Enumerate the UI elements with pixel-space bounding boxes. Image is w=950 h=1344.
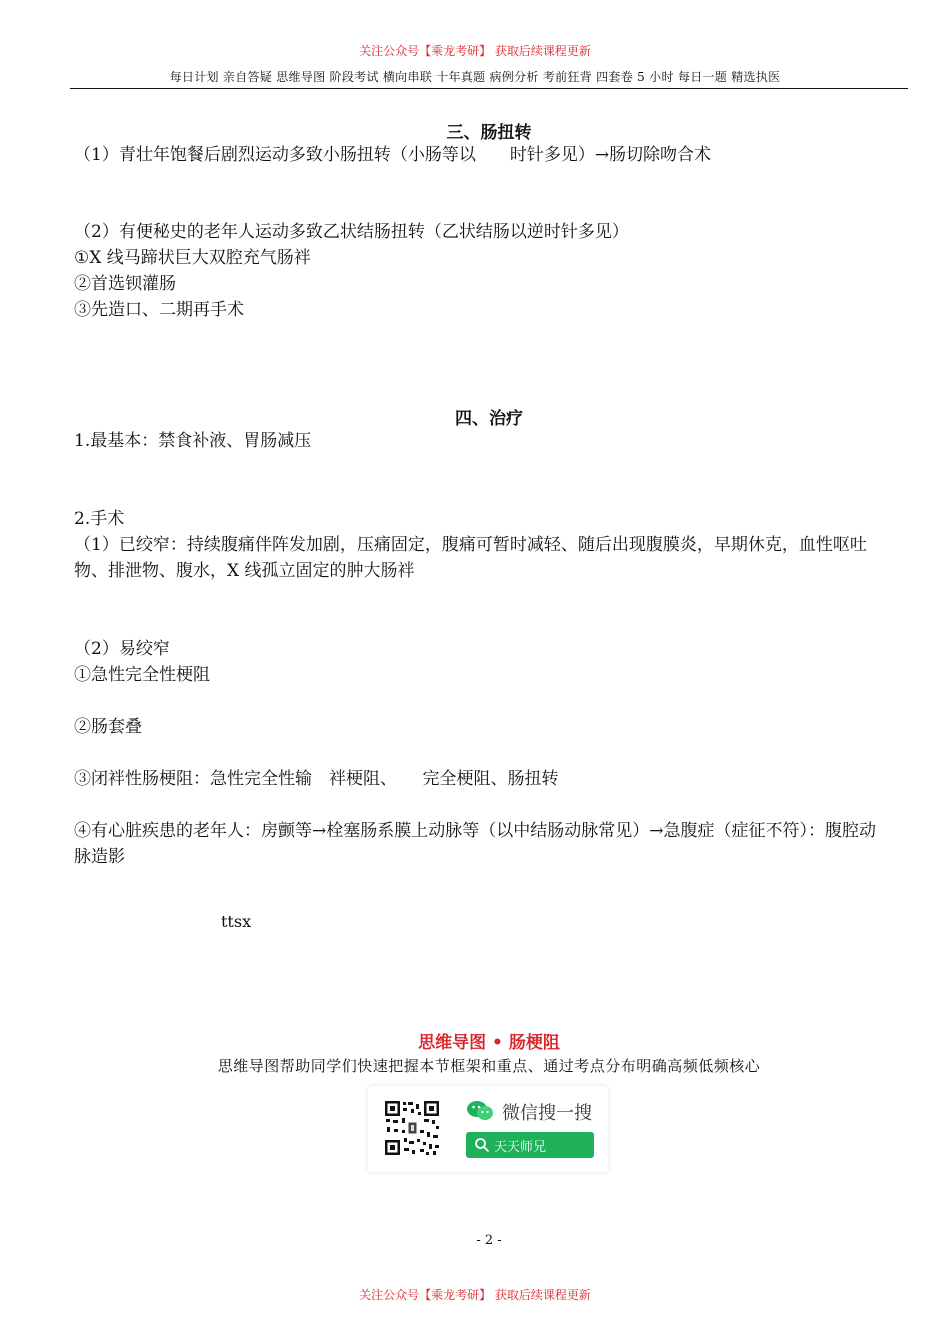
treatment-line-3: （1）已绞窄：持续腹痛伴阵发加剧，压痛固定，腹痛可暂时减轻、随后出现腹膜炎，早期休克，血性呕吐物、排泄物、腹水，X 线孤立固定的肿大肠袢 [74,535,867,581]
volvulus-line-2: （2）有便秘史的老年人运动多致乙状结肠扭转（乙状结肠以逆时针多见） [74,222,629,242]
treatment-line-4: （2）易绞窄 [74,639,170,659]
treatment-line-1: 1.最基本：禁食补液、胃肠减压 [74,431,312,451]
wechat-search-label: 微信搜一搜 [502,1103,592,1124]
section-title-treatment: 四、治疗 [455,409,523,429]
mindmap-title: 思维导图 • 肠梗阻 [418,1033,560,1053]
footer-notice: 关注公众号【乘龙考研】 获取后续课程更新 [359,1288,591,1302]
mindmap-subtitle: 思维导图帮助同学们快速把握本节框架和重点、通过考点分布明确高频低频核心 [217,1057,761,1075]
ttsx-mark: ttsx [221,912,252,931]
header-nav-text: 每日计划 亲自答疑 思维导图 阶段考试 横向串联 十年真题 病例分析 考前狂背 四套卷 5 小时 每日一题 精选执医 [169,70,781,84]
treatment-line-5: ①急性完全性梗阻 [74,665,210,685]
search-term: 天天师兄 [494,1140,547,1155]
volvulus-line-3: ①X 线马蹄状巨大双腔充气肠袢 [74,248,311,268]
volvulus-line-1: （1）青壮年饱餐后剧烈运动多致小肠扭转（小肠等以 时针多见）→肠切除吻合术 [74,145,712,165]
section-title-volvulus: 三、肠扭转 [446,123,532,143]
wechat-icon [466,1100,494,1122]
header-notice: 关注公众号【乘龙考研】 获取后续课程更新 [359,44,591,58]
treatment-line-2: 2.手术 [74,509,125,529]
treatment-line-8: ④有心脏疾患的老年人：房颤等→栓塞肠系膜上动脉等（以中结肠动脉常见）→急腹症（症征不符）：腹腔动脉造影 [74,821,876,867]
qr-code-icon [384,1100,440,1156]
header-divider [70,88,908,89]
volvulus-line-4: ②首选钡灌肠 [74,274,176,294]
search-bar[interactable] [466,1132,594,1158]
volvulus-line-5: ③先造口、二期再手术 [74,300,244,320]
treatment-line-7: ③闭袢性肠梗阻：急性完全性输 袢梗阻、 完全梗阻、肠扭转 [74,769,559,789]
treatment-line-6: ②肠套叠 [74,717,142,737]
page-number: - 2 - [476,1233,502,1248]
wechat-search-card[interactable] [368,1086,608,1172]
search-icon [474,1137,490,1153]
